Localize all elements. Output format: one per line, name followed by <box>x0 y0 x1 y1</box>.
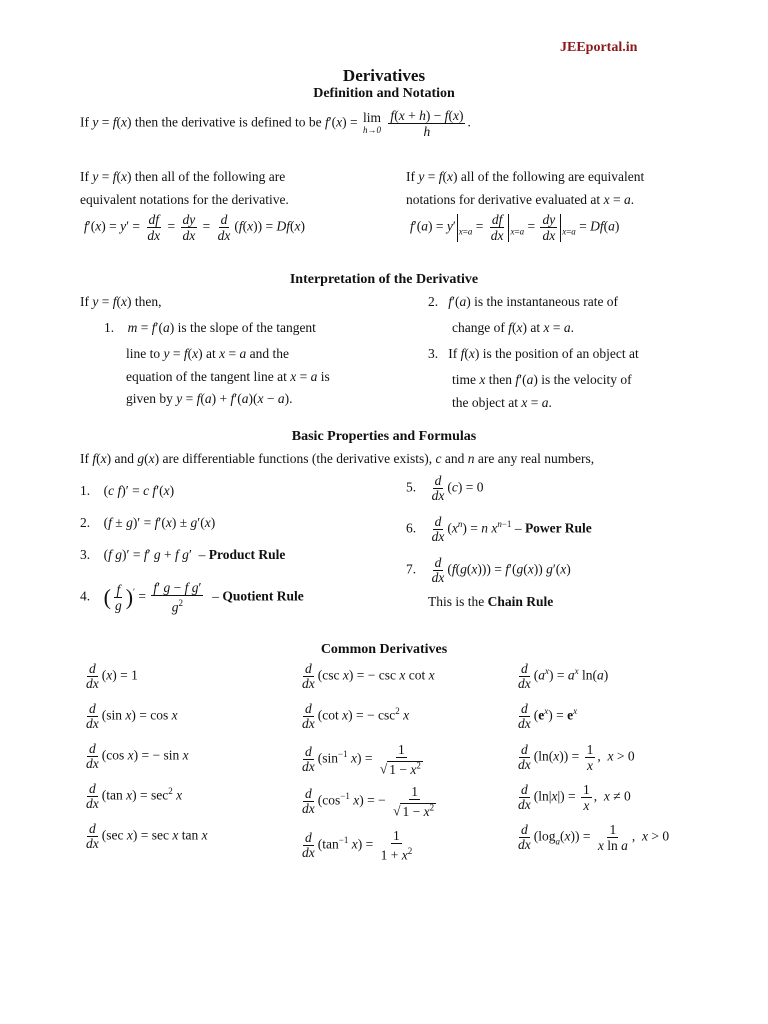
notation-right-line2: notations for derivative evaluated at x = a. <box>406 192 635 207</box>
interp-item-1-line4: given by y = f(a) + f′(a)(x − a). <box>126 391 293 406</box>
quotient-rule-label: Quotient Rule <box>222 588 304 604</box>
property-2: 2. (f ± g)′ = f′(x) ± g′(x) <box>80 515 216 530</box>
common-deriv-ln-abs: $\frac{d}{dx}$ (ln|x|) = $\frac{1}{x}$ , x ≠ 0 <box>518 782 631 813</box>
interp-item-3-line1: 3. If f(x) is the position of an object at <box>428 346 639 361</box>
text-definition: then the derivative is defined to be <box>134 114 322 130</box>
interp-item-3-line2: time x then f′(a) is the velocity of <box>452 372 632 387</box>
interp-intro: If y = f(x) then, <box>80 294 162 309</box>
page-title: Derivatives <box>342 66 426 85</box>
common-deriv-arccos: $\frac{d}{dx}$ ($\cos^{-1}$ x) = − $\frac{1}{√ 1 - x^2}$ <box>302 784 435 819</box>
common-deriv-csc: $\frac{d}{dx}$ (csc x) = − csc x cot x <box>302 661 435 691</box>
notation-left-line2: equivalent notations for the derivative. <box>80 192 289 207</box>
common-deriv-cos: $\frac{d}{dx}$ (cos x) = − sin x <box>86 741 189 771</box>
common-deriv-tan: $\frac{d}{dx}$ (tan $x) = \sec^2 x$ <box>86 781 183 811</box>
notation-right-formula: f′(a) = y′ $_{x=a}$ = $\frac{df}{dx}$ $_{x=a}$ = $\frac{dy}{dx}$ $_{x=a}$ = Df(a) <box>410 212 620 243</box>
common-deriv-exp-e: $\frac{d}{dx}$ $(e^x) = e^x$ <box>518 701 578 731</box>
interp-item-1-line3: equation of the tangent line at x = a is <box>126 369 330 384</box>
section-heading-common: Common Derivatives <box>320 642 448 657</box>
notation-right-line1: If y = f(x) all of the following are equivalent <box>406 169 645 184</box>
power-rule-label: Power Rule <box>524 520 592 536</box>
common-deriv-log-a: $\frac{d}{dx}$ $(\log_a(x))$ = $\frac{1}{\text{x ln a}}$ , x > 0 <box>518 822 670 853</box>
product-rule-label: Product Rule <box>208 547 286 562</box>
property-1: 1. (c f)′ = c f′(x) <box>80 483 175 498</box>
common-deriv-arcsin: $\frac{d}{dx}$ ($\sin^{-1}$ x) = $\frac{1}{√ 1 - x^2}$ <box>302 742 421 777</box>
interp-item-1-line1: 1. m = f′(a) is the slope of the tangent <box>104 320 316 335</box>
notation-left-formula: f′(x) = y′ = $\frac{df}{dx}$ = $\frac{dy}{dx}$ = $\frac{d}{dx}$ (f(x)) = Df(x) <box>84 212 306 243</box>
common-deriv-ln: $\frac{d}{dx}$ (ln(x)) = $\frac{1}{x}$ , x > 0 <box>518 742 635 773</box>
section-heading-definition: Definition and Notation <box>313 86 455 101</box>
notation-left-line1: If y = f(x) then all of the following are <box>80 169 286 184</box>
common-deriv-sec: $\frac{d}{dx}$ (sec x) = sec x tan x <box>86 821 208 851</box>
section-heading-interpretation: Interpretation of the Derivative <box>289 272 479 287</box>
property-6: 6. $\frac{d}{dx}$ $(x^n) = n$ $x^{n-1}$ – Power Rule <box>406 514 592 544</box>
interp-item-3-line3: the object at x = a. <box>452 395 552 410</box>
common-deriv-cot: $\frac{d}{dx}$ (cot x) = − $\csc^2 x$ <box>302 701 410 731</box>
interp-item-2-line2: change of f(x) at x = a. <box>452 320 574 335</box>
interp-item-2-line1: 2. f′(a) is the instantaneous rate of <box>428 294 619 309</box>
common-deriv-exp-a: $\frac{d}{dx}$ $(a^x) = a^x$ ln(a) <box>518 661 609 691</box>
property-4: 4. ( $\frac{f}{g}$ )′ = $\frac{\text{f′ g − f g′}}{g^2}$ – Quotient Rule <box>80 580 304 615</box>
section-heading-properties: Basic Properties and Formulas <box>291 429 477 444</box>
text-if: If <box>80 114 89 130</box>
brand-link[interactable]: JEEportal.in <box>560 40 638 55</box>
definition-line: If y = f(x) then the derivative is defined to be f′(x) = lim h→0 $\frac{f(x + h) - f(x)}{h}$ . <box>80 108 471 139</box>
property-3: 3. (f g)′ = f′ g + f g′ – Product Rule <box>80 547 286 562</box>
common-deriv-arctan: $\frac{d}{dx}$ ($\tan^{-1}$ x) = $\frac{1}{1 + x^2}$ <box>302 828 413 863</box>
common-deriv-sin: $\frac{d}{dx}$ (sin x) = cos x <box>86 701 178 731</box>
property-5: 5. $\frac{d}{dx}$ (c) = 0 <box>406 473 484 503</box>
common-deriv-x: $\frac{d}{dx}$ (x) = 1 <box>86 661 138 691</box>
chain-rule-label: Chain Rule <box>487 594 554 609</box>
property-7: 7. $\frac{d}{dx}$ (f(g(x))) = f′(g(x)) g′(x) <box>406 555 571 585</box>
chain-rule-note: This is the Chain Rule <box>428 594 554 609</box>
properties-intro: If f(x) and g(x) are differentiable functions (the derivative exists), c and n are any real numbers, <box>80 451 595 466</box>
interp-item-1-line2: line to y = f(x) at x = a and the <box>126 346 290 361</box>
